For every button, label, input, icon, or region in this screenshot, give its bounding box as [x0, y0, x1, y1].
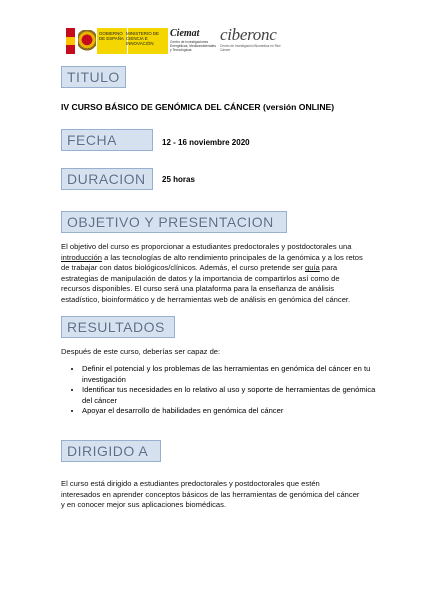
- objetivo-emph-guia: guía: [304, 263, 320, 273]
- ciemat-logo: [168, 28, 216, 54]
- course-duration: 25 horas: [162, 175, 195, 184]
- resultados-intro: Después de este curso, deberías ser capaz de:: [61, 347, 221, 356]
- course-title: IV CURSO BÁSICO DE GENÓMICA DEL CÁNCER (versión ONLINE): [61, 102, 335, 112]
- ministry-logo-text: MINISTERIO DE CIENCIA E INNOVACIÓN: [126, 31, 159, 46]
- ciemat-logo-name: Ciemat: [170, 28, 200, 39]
- course-dates: 12 - 16 noviembre 2020: [162, 138, 250, 147]
- list-item: • Apoyar el desarrollo de habilidades en genómica del cáncer: [82, 406, 382, 417]
- section-label-objetivo: OBJETIVO Y PRESENTACION: [61, 211, 287, 233]
- gov-logo-text: GOBIERNO DE ESPAÑA: [99, 31, 124, 41]
- ciberonc-logo-name: ciberonc: [220, 25, 277, 44]
- coat-of-arms-icon: [78, 30, 96, 52]
- objetivo-text-3: para estrategias de manipulación de datos y la importancia de compartirlos así como de recursos disponibles. El curso será una plataforma para la enseñanza de análisis estadístico, bioinformático y de herramientas web de análisis en genómica del cáncer.: [61, 263, 351, 304]
- ciemat-logo-subtitle: Centro de Investigaciones Energéticas, Medioambientales y Tecnológicas: [170, 40, 216, 52]
- ciberonc-logo: [218, 26, 290, 56]
- objetivo-text-2: a las tecnologías de alto rendimiento principales de la genómica y a los retos de trabajar con datos biológicos/clínicos. Además, el curso pretende ser: [61, 252, 363, 273]
- objetivo-paragraph: [61, 242, 366, 306]
- section-label-titulo: TITULO: [61, 66, 126, 88]
- section-label-resultados: RESULTADOS: [61, 316, 175, 338]
- dirigido-paragraph: El curso está dirigido a estudiantes predoctorales y postdoctorales que estén interesados en aprender conceptos básicos de las herramientas de genómica del cáncer y en conocer mejor sus aplicaciones biomédicas.: [61, 479, 360, 510]
- list-item: • Identificar tus necesidades en lo relativo al uso y soporte de herramientas de genómica del cáncer: [82, 385, 382, 406]
- objetivo-emph-introduccion: introducción: [61, 252, 102, 262]
- gobierno-espana-logo: [66, 28, 168, 54]
- section-label-dirigido: DIRIGIDO A: [61, 440, 161, 462]
- resultados-list: [72, 364, 382, 417]
- list-item: • Definir el potencial y los problemas de las herramientas en genómica del cáncer en tu investigación: [82, 364, 382, 385]
- objetivo-text-1: El objetivo del curso es proporcionar a estudiantes predoctorales y postdoctorales una: [61, 242, 352, 251]
- section-label-duracion: DURACION: [61, 168, 153, 190]
- spain-flag-icon: [66, 28, 75, 54]
- section-label-fecha: FECHA: [61, 129, 153, 151]
- ciberonc-logo-subtitle: Centro de Investigación Biomédica en Red Cáncer: [220, 44, 281, 52]
